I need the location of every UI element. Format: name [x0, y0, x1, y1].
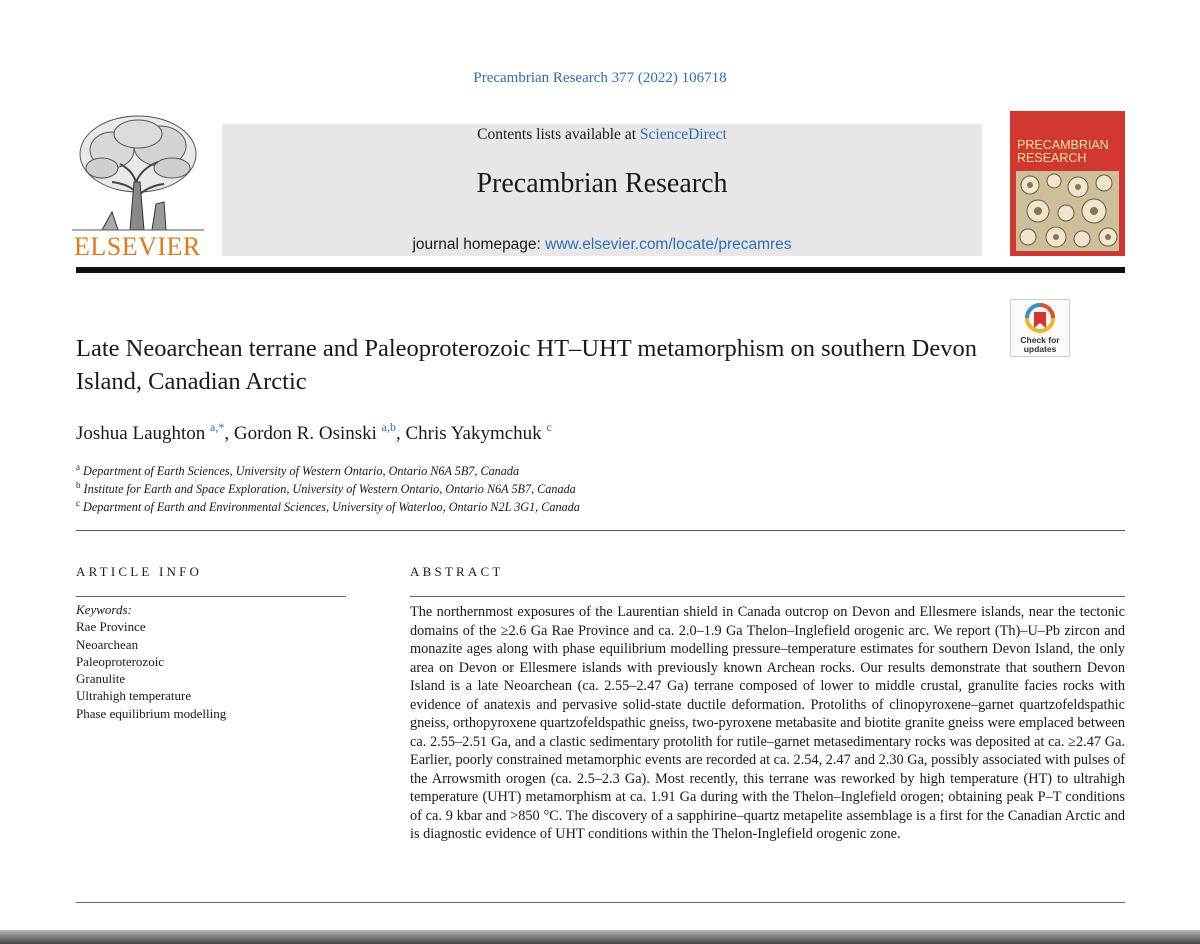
check-updates-label — [1011, 336, 1069, 354]
elsevier-wordmark: ELSEVIER — [74, 232, 201, 261]
page-edge-shadow — [0, 930, 1200, 944]
divider — [76, 902, 1125, 903]
keyword-item: Ultrahigh temperature — [76, 688, 192, 704]
affiliation — [76, 462, 519, 479]
cover-micrograph-icon — [1016, 171, 1119, 251]
cover-title: PRECAMBRIAN RESEARCH — [1017, 138, 1109, 165]
divider — [76, 596, 346, 597]
affiliation-text: Institute for Earth and Space Exploration, University of Western Ontario, Ontario N6A 5B7, Canada — [83, 482, 576, 497]
homepage-prefix: journal homepage: — [412, 236, 546, 253]
keyword-item: Paleoproterozoic — [76, 653, 165, 669]
contents-line — [222, 126, 982, 144]
sciencedirect-link[interactable]: ScienceDirect — [639, 126, 727, 143]
divider — [410, 596, 1125, 597]
journal-cover[interactable] — [1010, 111, 1125, 256]
abstract-heading: ABSTRACT — [410, 564, 504, 579]
contents-prefix: Contents lists available at — [477, 126, 640, 143]
header-rule — [76, 267, 1125, 273]
author-name[interactable]: Joshua Laughton — [76, 423, 206, 444]
homepage-line — [222, 236, 982, 254]
abstract-text: The northernmost exposures of the Laurentian shield in Canada outcrop on Devon and Ellesmere islands, near the tectonic domains of the ≥2.6 Ga Rae Province and ca. 2.0–1.9 Ga Thelon–Inglefield orogenic arc. We report (Th)–U–Pb zircon and monazite ages along with phase equilibrium modelling pressure–temperature estimates for southern Devon Island, the only area on Devon or Ellesmere islands with previously known Archean rocks. Our results demonstrate that southern Devon Island is a late Neoarchean (ca. 2.55–2.47 Ga) terrane composed of lower to middle crustal, granulite facies rocks with evidence of anatexis and pervasive solid-state ductile deformation. Protoliths of clinopyroxene–garnet quartzofeldspathic gneiss, orthopyroxene quartzofeldspathic gneiss, two-pyroxene metabasite and biotite granite gneiss were emplaced between ca. 2.55–2.51 Ga, and a clastic sedimentary protolith for rutile–garnet metasedimentary rocks was deposited at ca. ≥2.47 Ga. Earlier, poorly constrained metamorphic events are recorded at ca. 2.54, 2.47 and 2.30 Ga, possibly associated with pulses of the Arrowsmith orogen (ca. 2.5–2.3 Ga). Most recently, this terrane was reworked by high temperature (HT) to ultrahigh temperature (UHT) metamorphism at ca. 1.91 Ga during with the Thelon–Inglefield orogen; obtaining peak P–T conditions of ca. 9 kbar and >850 °C. The discovery of a sapphirine–quartz metapelite assemblage is a first for the Canadian Arctic and is diagnostic evidence of UHT conditions within the Thelon-Inglefield orogenic zone. — [410, 604, 1125, 842]
journal-title: Precambrian Research — [476, 168, 728, 199]
affiliation-label: a — [76, 462, 80, 472]
divider — [76, 530, 1125, 531]
check-for-updates-button[interactable] — [1010, 299, 1070, 357]
author-affiliation-marker[interactable]: a,* — [210, 420, 225, 434]
affiliation-text: Department of Earth Sciences, University of Western Ontario, Ontario N6A 5B7, Canada — [83, 464, 520, 479]
keyword-item: Neoarchean — [76, 636, 139, 652]
author-name[interactable]: Chris Yakymchuk — [405, 423, 542, 444]
author-name[interactable]: Gordon R. Osinski — [233, 423, 377, 444]
journal-reference-link[interactable]: Precambrian Research 377 (2022) 106718 — [473, 70, 727, 86]
check-updates-line1: Check for — [1020, 335, 1060, 345]
keywords-label: Keywords: — [76, 602, 132, 617]
keyword-item: Rae Province — [76, 619, 146, 635]
check-updates-icon — [1011, 302, 1069, 336]
article-info-heading: ARTICLE INFO — [76, 564, 203, 579]
affiliation — [76, 498, 580, 515]
elsevier-tree-icon — [72, 112, 204, 232]
keywords-block — [76, 601, 346, 722]
affiliation-label: b — [76, 480, 81, 490]
affiliation-text: Department of Earth and Environmental Sciences, University of Waterloo, Ontario N2L 3G1, Canada — [83, 500, 580, 515]
homepage-link[interactable]: www.elsevier.com/locate/precamres — [545, 236, 792, 253]
check-updates-line2: updates — [1023, 344, 1057, 354]
cover-image — [1016, 171, 1119, 251]
author-list: Joshua Laughton $^{a,*}$, Gordon R. Osinski $^{a,b}$, Chris Yakymchuk $^c$ — [76, 420, 552, 444]
affiliation-label: c — [76, 498, 80, 508]
author-affiliation-marker[interactable]: c — [546, 420, 552, 434]
affiliation — [76, 480, 576, 497]
author-affiliation-marker[interactable]: a,b — [381, 420, 396, 434]
keyword-item: Phase equilibrium modelling — [76, 705, 227, 721]
article-title: Late Neoarchean terrane and Paleoproterozoic HT–UHT metamorphism on southern Devon Island, Canadian Arctic — [76, 335, 977, 395]
keyword-item: Granulite — [76, 671, 126, 687]
